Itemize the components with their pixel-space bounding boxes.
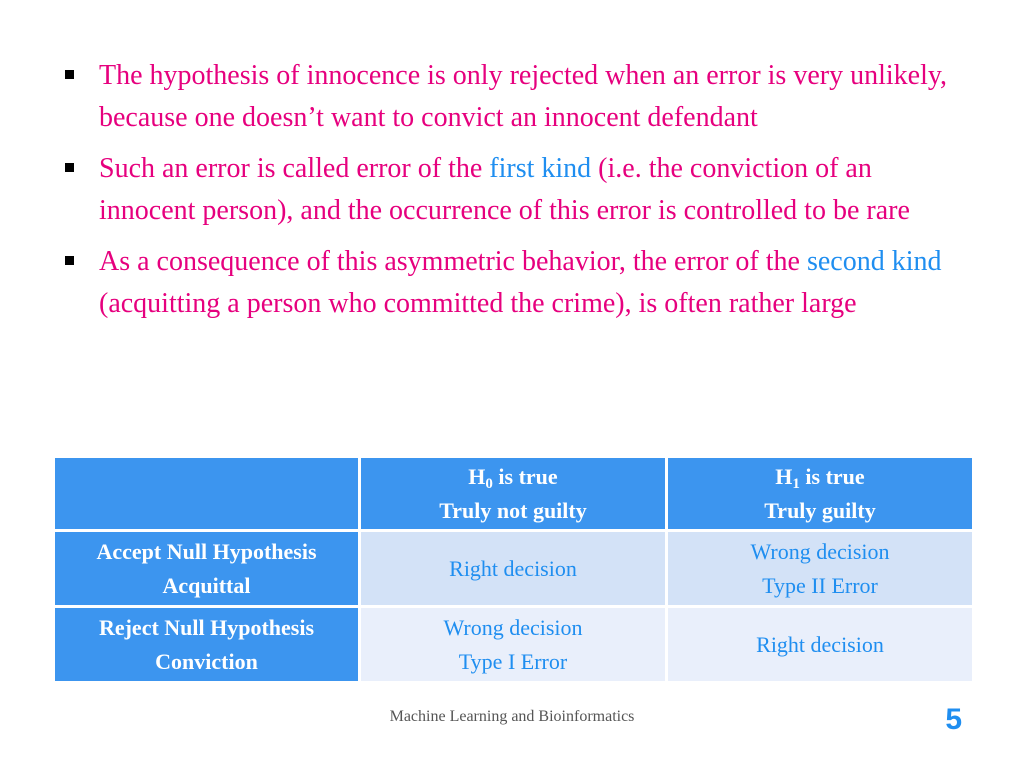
table-cell: Right decision — [360, 531, 667, 607]
header-cell-h1: $H_1$ is true Truly guilty — [667, 457, 974, 531]
table-row — [54, 531, 974, 607]
header-empty-cell — [54, 457, 360, 531]
bullet-text: (acquitting a person who committed the crime), is often rather large — [99, 288, 857, 319]
bullet-item — [60, 148, 960, 232]
table-cell: Wrong decision Type II Error — [667, 531, 974, 607]
highlight-term: first kind — [489, 153, 592, 184]
bullet-item — [60, 241, 960, 325]
row-label-accept: Accept Null Hypothesis Acquittal — [54, 531, 360, 607]
decision-matrix-table — [52, 455, 975, 684]
bullet-square-icon — [65, 256, 74, 265]
table-header-row — [54, 457, 974, 531]
table-row — [54, 607, 974, 683]
bullet-square-icon — [65, 163, 74, 172]
bullet-square-icon — [65, 70, 74, 79]
slide-footer: Machine Learning and Bioinformatics — [389, 708, 635, 725]
bullet-text: The hypothesis of innocence is only rejected when an error is very unlikely, because one doesn’t want to convict an innocent defendant — [99, 60, 948, 133]
table-cell: Right decision — [667, 607, 974, 683]
bullet-text: (i.e. the conviction of an innocent person), and the occurrence of this error is controlled to be rare — [99, 153, 910, 226]
row-label-reject: Reject Null Hypothesis Conviction — [54, 607, 360, 683]
table-cell: Wrong decision Type I Error — [360, 607, 667, 683]
bullet-text: As a consequence of this asymmetric behavior, the error of the — [99, 246, 807, 277]
page-number: 5 — [945, 703, 962, 736]
bullet-text: Such an error is called error of the — [99, 153, 490, 184]
header-cell-h0: $H_0$ is true Truly not guilty — [360, 457, 667, 531]
bullet-item — [60, 55, 960, 139]
highlight-term: second kind — [806, 246, 942, 277]
bullet-list — [60, 55, 960, 334]
